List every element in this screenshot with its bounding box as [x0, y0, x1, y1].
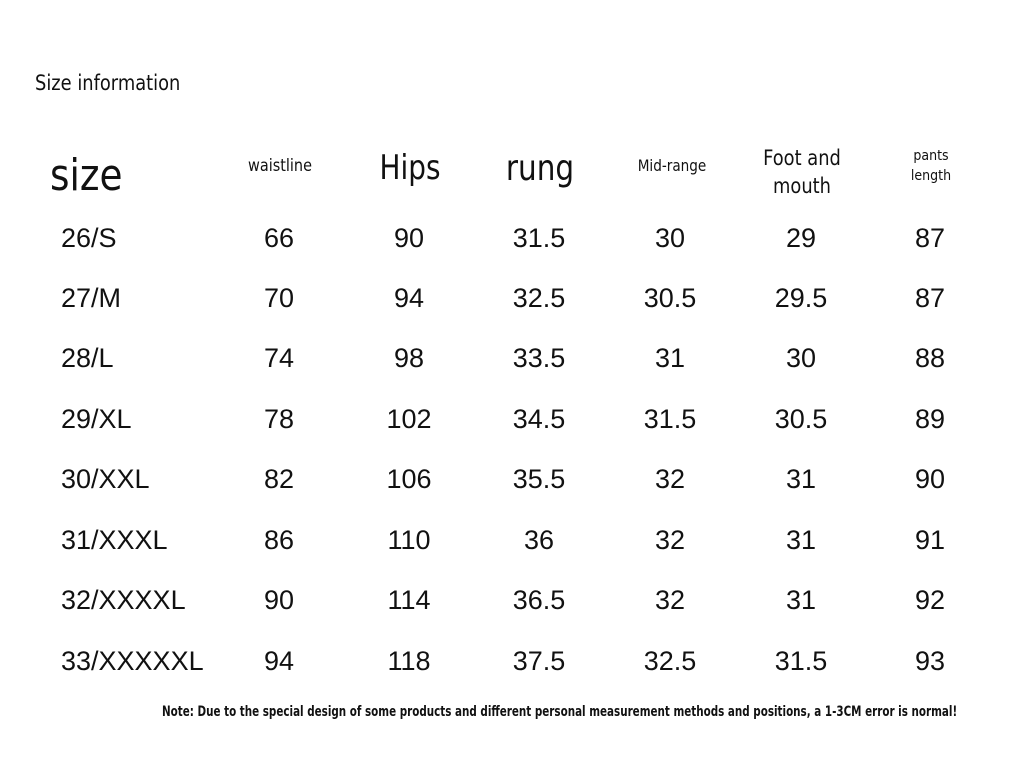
cell-rung: 33.5 — [512, 343, 566, 373]
measurement-note: Note: Due to the special design of some products and different personal measurement methods and positions, a 1-3CM error is normal! — [162, 704, 958, 720]
cell-mid-range: 32 — [654, 464, 686, 494]
cell-foot-and-mouth: 31 — [785, 464, 817, 494]
cell-mid-range: 32.5 — [643, 646, 697, 676]
cell-rung: 36.5 — [512, 585, 566, 615]
cell-foot-and-mouth: 30.5 — [774, 404, 828, 434]
cell-rung: 32.5 — [512, 283, 566, 313]
table-row — [0, 278, 1024, 318]
cell-foot-and-mouth: 31 — [785, 525, 817, 555]
cell-size: 26/S — [61, 223, 117, 253]
cell-hips: 106 — [386, 464, 432, 494]
header-hips: Hips — [379, 148, 441, 188]
cell-foot-and-mouth: 31 — [785, 585, 817, 615]
header-mid-range: Mid-range — [637, 156, 707, 175]
cell-foot-and-mouth: 29.5 — [774, 283, 828, 313]
table-row — [0, 520, 1024, 560]
cell-size: 27/M — [61, 283, 122, 313]
cell-mid-range: 31.5 — [643, 404, 697, 434]
header-waistline: waistline — [248, 156, 312, 176]
cell-mid-range: 32 — [654, 525, 686, 555]
cell-hips: 118 — [387, 646, 431, 676]
cell-waistline: 78 — [263, 404, 295, 434]
header-size: size — [50, 150, 123, 201]
cell-mid-range: 31 — [654, 343, 686, 373]
cell-waistline: 94 — [263, 646, 295, 676]
header-rung: rung — [505, 148, 575, 189]
cell-size: 29/XL — [61, 404, 132, 434]
cell-rung: 31.5 — [512, 223, 566, 253]
table-row — [0, 580, 1024, 620]
cell-pants-length: 91 — [914, 525, 946, 555]
cell-rung: 34.5 — [512, 404, 566, 434]
cell-waistline: 66 — [263, 223, 295, 253]
cell-mid-range: 30 — [654, 223, 686, 253]
cell-rung: 35.5 — [512, 464, 566, 494]
cell-foot-and-mouth: 29 — [785, 223, 817, 253]
cell-pants-length: 88 — [914, 343, 946, 373]
table-row — [0, 338, 1024, 378]
cell-foot-and-mouth: 31.5 — [774, 646, 828, 676]
table-row — [0, 399, 1024, 439]
cell-pants-length: 87 — [914, 283, 946, 313]
cell-rung: 37.5 — [512, 646, 566, 676]
header-foot-and-mouth: Foot and mouth — [763, 146, 841, 198]
table-row — [0, 459, 1024, 499]
cell-hips: 114 — [387, 585, 431, 615]
cell-waistline: 90 — [263, 585, 295, 615]
cell-waistline: 82 — [263, 464, 295, 494]
cell-size: 32/XXXXL — [61, 585, 186, 615]
cell-mid-range: 30.5 — [643, 283, 697, 313]
cell-waistline: 86 — [263, 525, 295, 555]
cell-hips: 94 — [393, 283, 425, 313]
cell-hips: 102 — [386, 404, 432, 434]
cell-pants-length: 87 — [914, 223, 946, 253]
cell-size: 30/XXL — [61, 464, 150, 494]
cell-waistline: 74 — [263, 343, 295, 373]
cell-rung: 36 — [523, 525, 555, 555]
cell-size: 33/XXXXXL — [61, 646, 204, 676]
cell-foot-and-mouth: 30 — [785, 343, 817, 373]
table-row — [0, 641, 1024, 681]
cell-hips: 98 — [393, 343, 425, 373]
cell-pants-length: 90 — [914, 464, 946, 494]
cell-waistline: 70 — [263, 283, 295, 313]
cell-hips: 110 — [387, 525, 431, 555]
page-title: Size information — [35, 71, 181, 95]
cell-hips: 90 — [393, 223, 425, 253]
cell-mid-range: 32 — [654, 585, 686, 615]
cell-pants-length: 93 — [914, 646, 946, 676]
cell-size: 28/L — [61, 343, 114, 373]
header-pants-length: pants length — [910, 148, 952, 184]
cell-pants-length: 92 — [914, 585, 946, 615]
cell-pants-length: 89 — [914, 404, 946, 434]
table-row — [0, 218, 1024, 258]
cell-size: 31/XXXL — [61, 525, 168, 555]
